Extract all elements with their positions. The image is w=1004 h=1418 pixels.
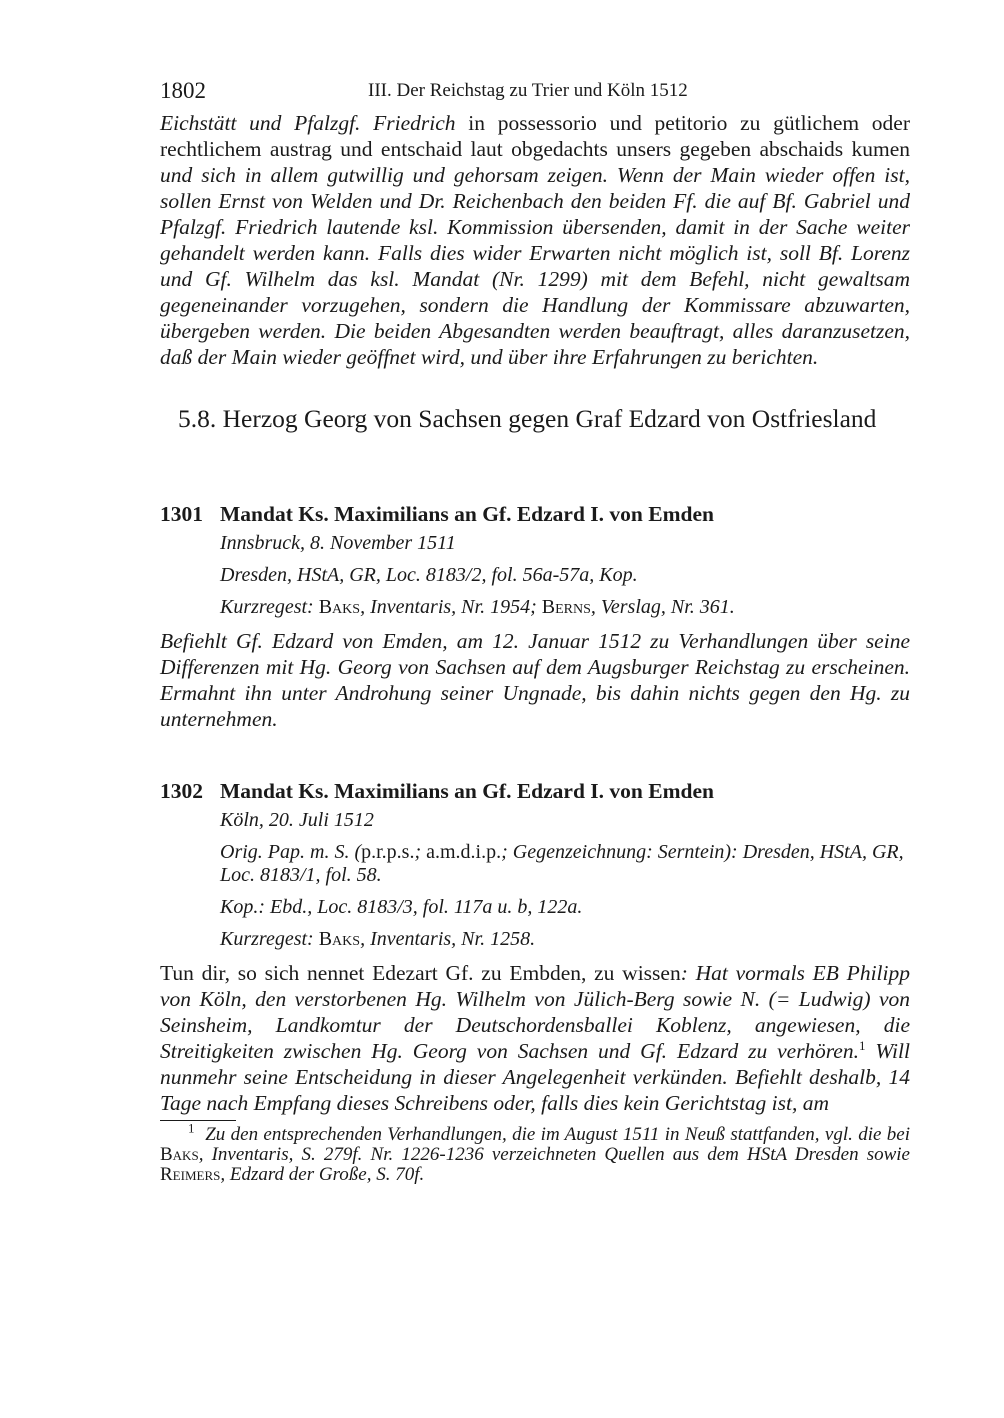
doc-1301-title: Mandat Ks. Maximilians an Gf. Edzard I. von Emden	[220, 502, 714, 526]
doc-1302-number: 1302	[160, 779, 203, 803]
doc-1301-number: 1301	[160, 502, 203, 526]
document-page	[160, 76, 910, 1185]
intro-italic-1: Eichstätt und Pfalzgf. Friedrich	[160, 111, 456, 135]
doc-1301-source: Dresden, HStA, GR, Loc. 8183/2, fol. 56a-57a, Kop.	[220, 564, 638, 586]
doc-1301-place-date: Innsbruck, 8. November 1511	[220, 532, 456, 554]
doc-1302-original: Orig. Pap. m. S. (p.r.p.s.; a.m.d.i.p.; Gegenzeichnung: Serntein): Dresden, HStA, GR, Loc. 8183/1, fol. 58.	[220, 841, 904, 886]
doc-1301-summary: Befiehlt Gf. Edzard von Emden, am 12. Januar 1512 zu Verhandlungen über seine Differenzen mit Hg. Georg von Sachsen auf dem Augsburger Reichstag zu erscheinen. Ermahnt ihn unter Androhung seiner Ungnade, bis dahin nichts gegen den Hg. zu unternehmen.	[160, 629, 910, 731]
doc-1301-regest: Kurzregest: Baks, Inventaris, Nr. 1954; Berns, Verslag, Nr. 361.	[220, 596, 735, 618]
doc-1302-text: Tun dir, so sich nennet Edezart Gf. zu Embden, zu wissen: Hat vormals EB Philipp von Köln, den verstorbenen Hg. Wilhelm von Jülich-Berg sowie N. (= Ludwig) von Seinsheim, Landkomtur der Deutschordensballei Koblenz, angewiesen, die Streitigkeiten zwischen Hg. Georg von Sachsen und Gf. Edzard zu verhören.$^1$ Will nunmehr seine Entscheidung in dieser Angelegenheit verkünden. Befiehlt deshalb, 14 Tage nach Empfang dieses Schreibens oder, falls dies kein Gerichtstag ist, am	[160, 961, 910, 1115]
doc-1302-place-date: Köln, 20. Juli 1512	[220, 809, 374, 831]
intro-paragraph	[160, 110, 910, 370]
intro-roman-1: in possessorio und petitorio zu gütlichem oder rechtlichem austrag und entschaid laut obgedachts unsers gegeben abschaids kumen	[160, 111, 911, 161]
running-head	[160, 76, 910, 110]
doc-1302-heading	[160, 777, 910, 805]
footnote-1: $^1$ Zu den entsprechenden Verhandlungen, die im August 1511 in Neuß stattfanden, vgl. die bei Baks, Inventaris, S. 279f. Nr. 1226-1236 verzeichneten Quellen aus dem HStA Dresden sowie Reimers, Edzard der Große, S. 70f.	[160, 1120, 910, 1185]
doc-1301-heading	[160, 500, 910, 528]
footnote-rule	[160, 1120, 236, 1121]
footnote-reference[interactable]: 1	[858, 1037, 866, 1053]
doc-1302-copy: Kop.: Ebd., Loc. 8183/3, fol. 117a u. b, 122a.	[220, 896, 583, 918]
doc-1302-meta	[220, 809, 910, 951]
doc-1302-title: Mandat Ks. Maximilians an Gf. Edzard I. von Emden	[220, 779, 714, 803]
section-heading: 5.8. Herzog Georg von Sachsen gegen Graf Edzard von Ostfriesland	[178, 404, 877, 433]
doc-1301-meta	[220, 532, 910, 619]
page-number: 1802	[160, 78, 206, 103]
running-title: III. Der Reichstag zu Trier und Köln 1512	[368, 80, 688, 101]
doc-1302-regest: Kurzregest: Baks, Inventaris, Nr. 1258.	[220, 928, 536, 950]
intro-italic-2: und sich in allem gutwillig und gehorsam zeigen. Wenn der Main wieder offen ist, sollen Ernst von Welden und Dr. Reichenbach den beiden Ff. die auf Bf. Gabriel und Pfalzgf. Friedrich lautende ksl. Kommission übersenden, damit in der Sache weiter gehandelt werden kann. Falls dies wider Erwarten nicht möglich ist, soll Bf. Lorenz und Gf. Wilhelm das ksl. Mandat (Nr. 1299) mit dem Befehl, nicht gewaltsam gegeneinander vorzugehen, sondern die Handlung der Kommissare abzuwarten, übergeben werden. Die beiden Abgesandten werden beauftragt, alles daranzusetzen, daß der Main wieder geöffnet wird, und über ihre Erfahrungen zu berichten.	[160, 163, 910, 369]
footnote-mark: 1	[188, 1120, 195, 1136]
